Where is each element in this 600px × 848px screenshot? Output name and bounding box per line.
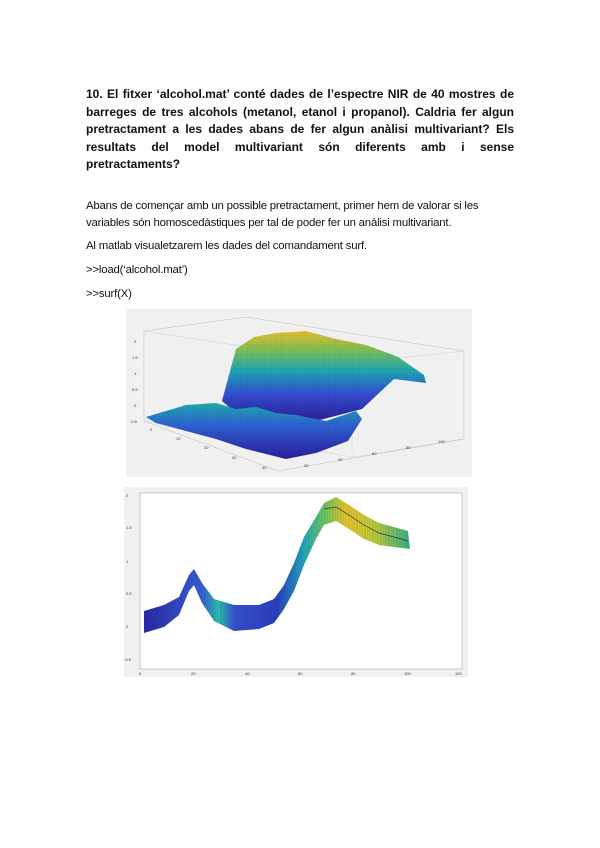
y-tick: 10 (176, 436, 181, 441)
surf-command: >>surf(X) (86, 288, 132, 300)
y-tick: 2 (126, 493, 129, 498)
y-axis-ticks (124, 493, 132, 662)
y-tick: 1 (126, 559, 129, 564)
y-tick: 0 (150, 427, 153, 432)
x-tick: 80 (406, 445, 411, 450)
matlab-paragraph: Al matlab visualetzarem les dades del comandament surf. (86, 240, 367, 252)
x-tick: 40 (245, 671, 250, 676)
z-tick: 2 (134, 339, 137, 344)
y-tick: 40 (262, 465, 267, 470)
x-axis-ticks (139, 671, 462, 676)
x-tick: 40 (338, 457, 343, 462)
intro-paragraph: Abans de començar amb un possible pretractament, primer hem de valorar si les variables són homoscedàstiques per tal de poder fer un anàlisi multivariant. (86, 200, 479, 229)
x-tick: 100 (438, 439, 445, 444)
y-tick: 1.5 (126, 525, 132, 530)
surface-plot-3d (126, 309, 472, 477)
x-tick: 80 (351, 671, 356, 676)
surface-plot-3d-svg (126, 309, 472, 477)
x-tick: 60 (298, 671, 303, 676)
x-tick: 20 (304, 463, 309, 468)
y-tick: 0 (126, 624, 129, 629)
y-tick: 20 (204, 445, 209, 450)
z-tick: 1.5 (132, 355, 138, 360)
question-text: 10. El fitxer ‘alcohol.mat’ conté dades de l’espectre NIR de 40 mostres de barreges de tres alcohols (metanol, etanol i propanol). Caldria fer algun pretractament a les dades abans de fer algun anàlisi multivariant? Els resultats del model multivariant són diferents amb i sense pretractaments? (86, 87, 514, 171)
x-tick: 60 (372, 451, 377, 456)
surface-plot-sideview (124, 487, 468, 677)
x-tick: 20 (191, 671, 196, 676)
x-tick: 120 (455, 671, 462, 676)
z-axis-ticks (130, 339, 138, 424)
z-tick: 0.5 (132, 387, 138, 392)
x-tick: 100 (404, 671, 411, 676)
load-command: >>load(‘alcohol.mat’) (86, 264, 188, 276)
z-tick: 1 (134, 371, 137, 376)
z-tick: 0 (134, 403, 137, 408)
surface-plot-sideview-svg (124, 487, 468, 677)
x-tick: 0 (139, 671, 142, 676)
y-tick: 0.5 (126, 591, 132, 596)
y-tick: 30 (232, 455, 237, 460)
y-tick: -0.5 (124, 657, 131, 662)
z-tick: -0.5 (130, 419, 137, 424)
